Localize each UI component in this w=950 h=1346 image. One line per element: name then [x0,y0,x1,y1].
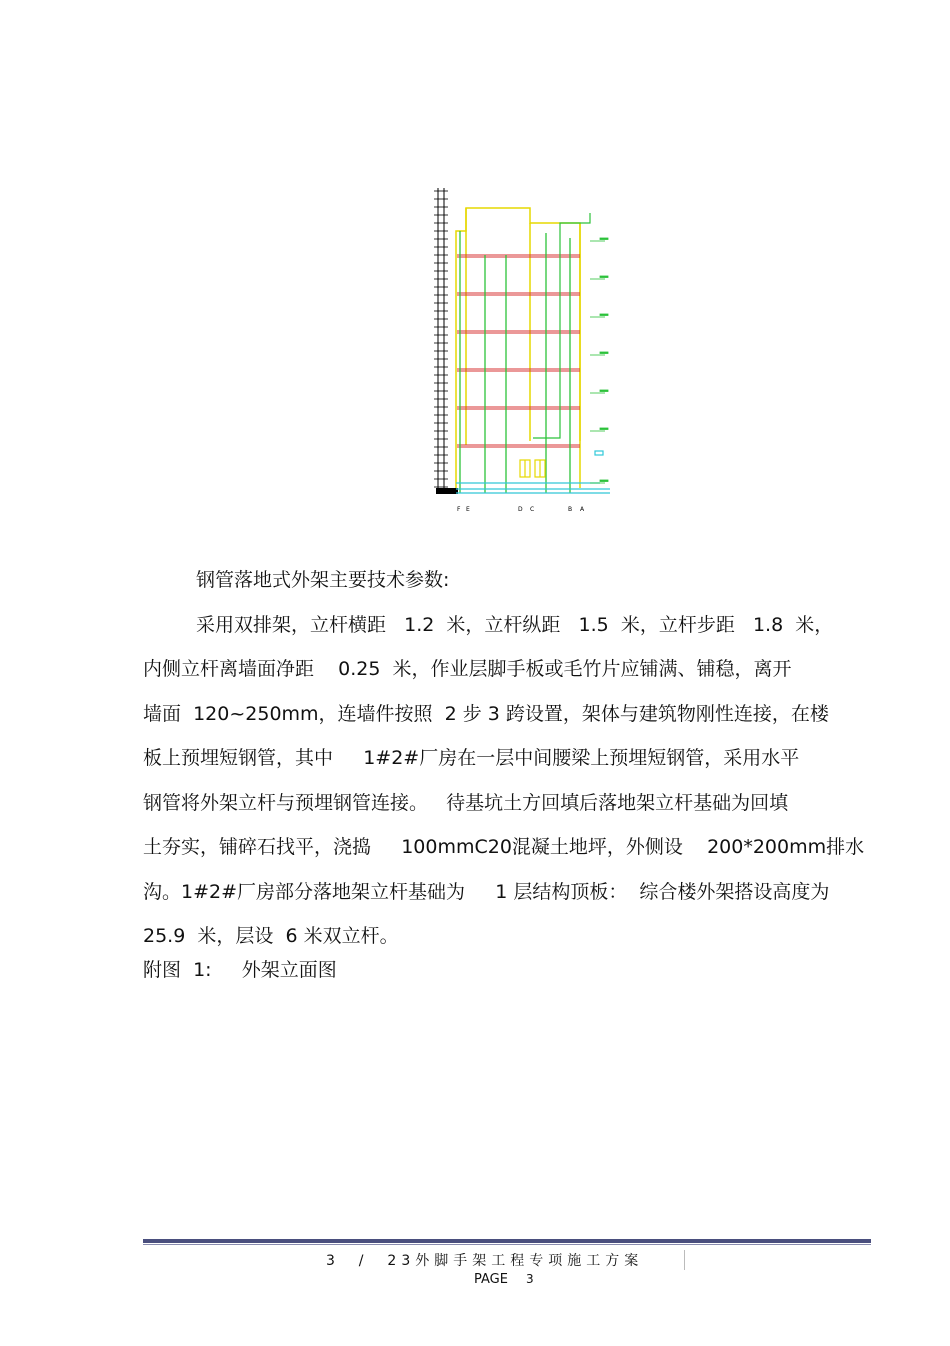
body-line-2: 内侧立杆离墙面净距 0.25 米，作业层脚手板或毛竹片应铺满、铺稳，离开 [143,658,792,680]
axis-label: B [568,506,573,513]
elevation-tag [600,276,608,278]
elevation-tag [600,314,608,316]
building-outline [456,208,580,488]
elevation-marks [590,238,608,483]
elevation-tag [600,428,608,430]
page-number: 3 [525,1272,534,1286]
figure-caption: 附图 1: 外架立面图 [143,959,337,981]
footer-rule [143,1239,871,1243]
elevation-tag [600,352,608,354]
axis-label: E [466,506,470,513]
body-line-4: 板上预埋短钢管，其中 1#2#厂房在一层中间腰梁上预埋短钢管，采用水平 [143,747,800,769]
scaffold-elevation-drawing [430,183,620,513]
body-line-7: 沟。1#2#厂房部分落地架立杆基础为 1 层结构顶板： 综合楼外架搭设高度为 [143,881,830,903]
section-heading: 钢管落地式外架主要技术参数: [196,569,450,591]
body-line-1: 采用双排架，立杆横距 1.2 米，立杆纵距 1.5 米，立杆步距 1.8 米， [196,614,834,636]
right-access-line [533,213,590,438]
elevation-tag [600,390,608,392]
floor-slabs [457,255,580,447]
left-scale [438,188,444,491]
footer-title: 3 / 23外脚手架工程专项施工方案 [326,1250,685,1270]
axis-labels [457,506,585,513]
elevation-tag [600,238,608,240]
page-label: PAGE [474,1272,508,1287]
ground-base [436,488,458,494]
ground-windows [520,460,545,477]
axis-label: A [580,506,585,513]
axis-label: D [518,506,523,513]
axis-label: C [530,506,535,513]
scaffold-standards [460,231,570,493]
footer-page [474,1272,534,1287]
body-line-3: 墙面 120~250mm，连墙件按照 2 步 3 跨设置，架体与建筑物刚性连接，在楼 [143,703,829,725]
axis-label: F [457,506,461,513]
body-line-6: 土夯实，铺碎石找平，浇捣 100mmC20混凝土地坪，外侧设 200*200mm排水 [143,836,865,858]
body-line-8: 25.9 米，层设 6 米双立杆。 [143,925,399,947]
ground-lines [456,451,610,493]
scale-ticks [434,191,448,487]
footer-rule-thin [143,1244,871,1245]
body-line-5: 钢管将外架立杆与预埋钢管连接。 待基坑土方回填后落地架立杆基础为回填 [143,792,789,814]
elevation-tag [600,480,608,482]
